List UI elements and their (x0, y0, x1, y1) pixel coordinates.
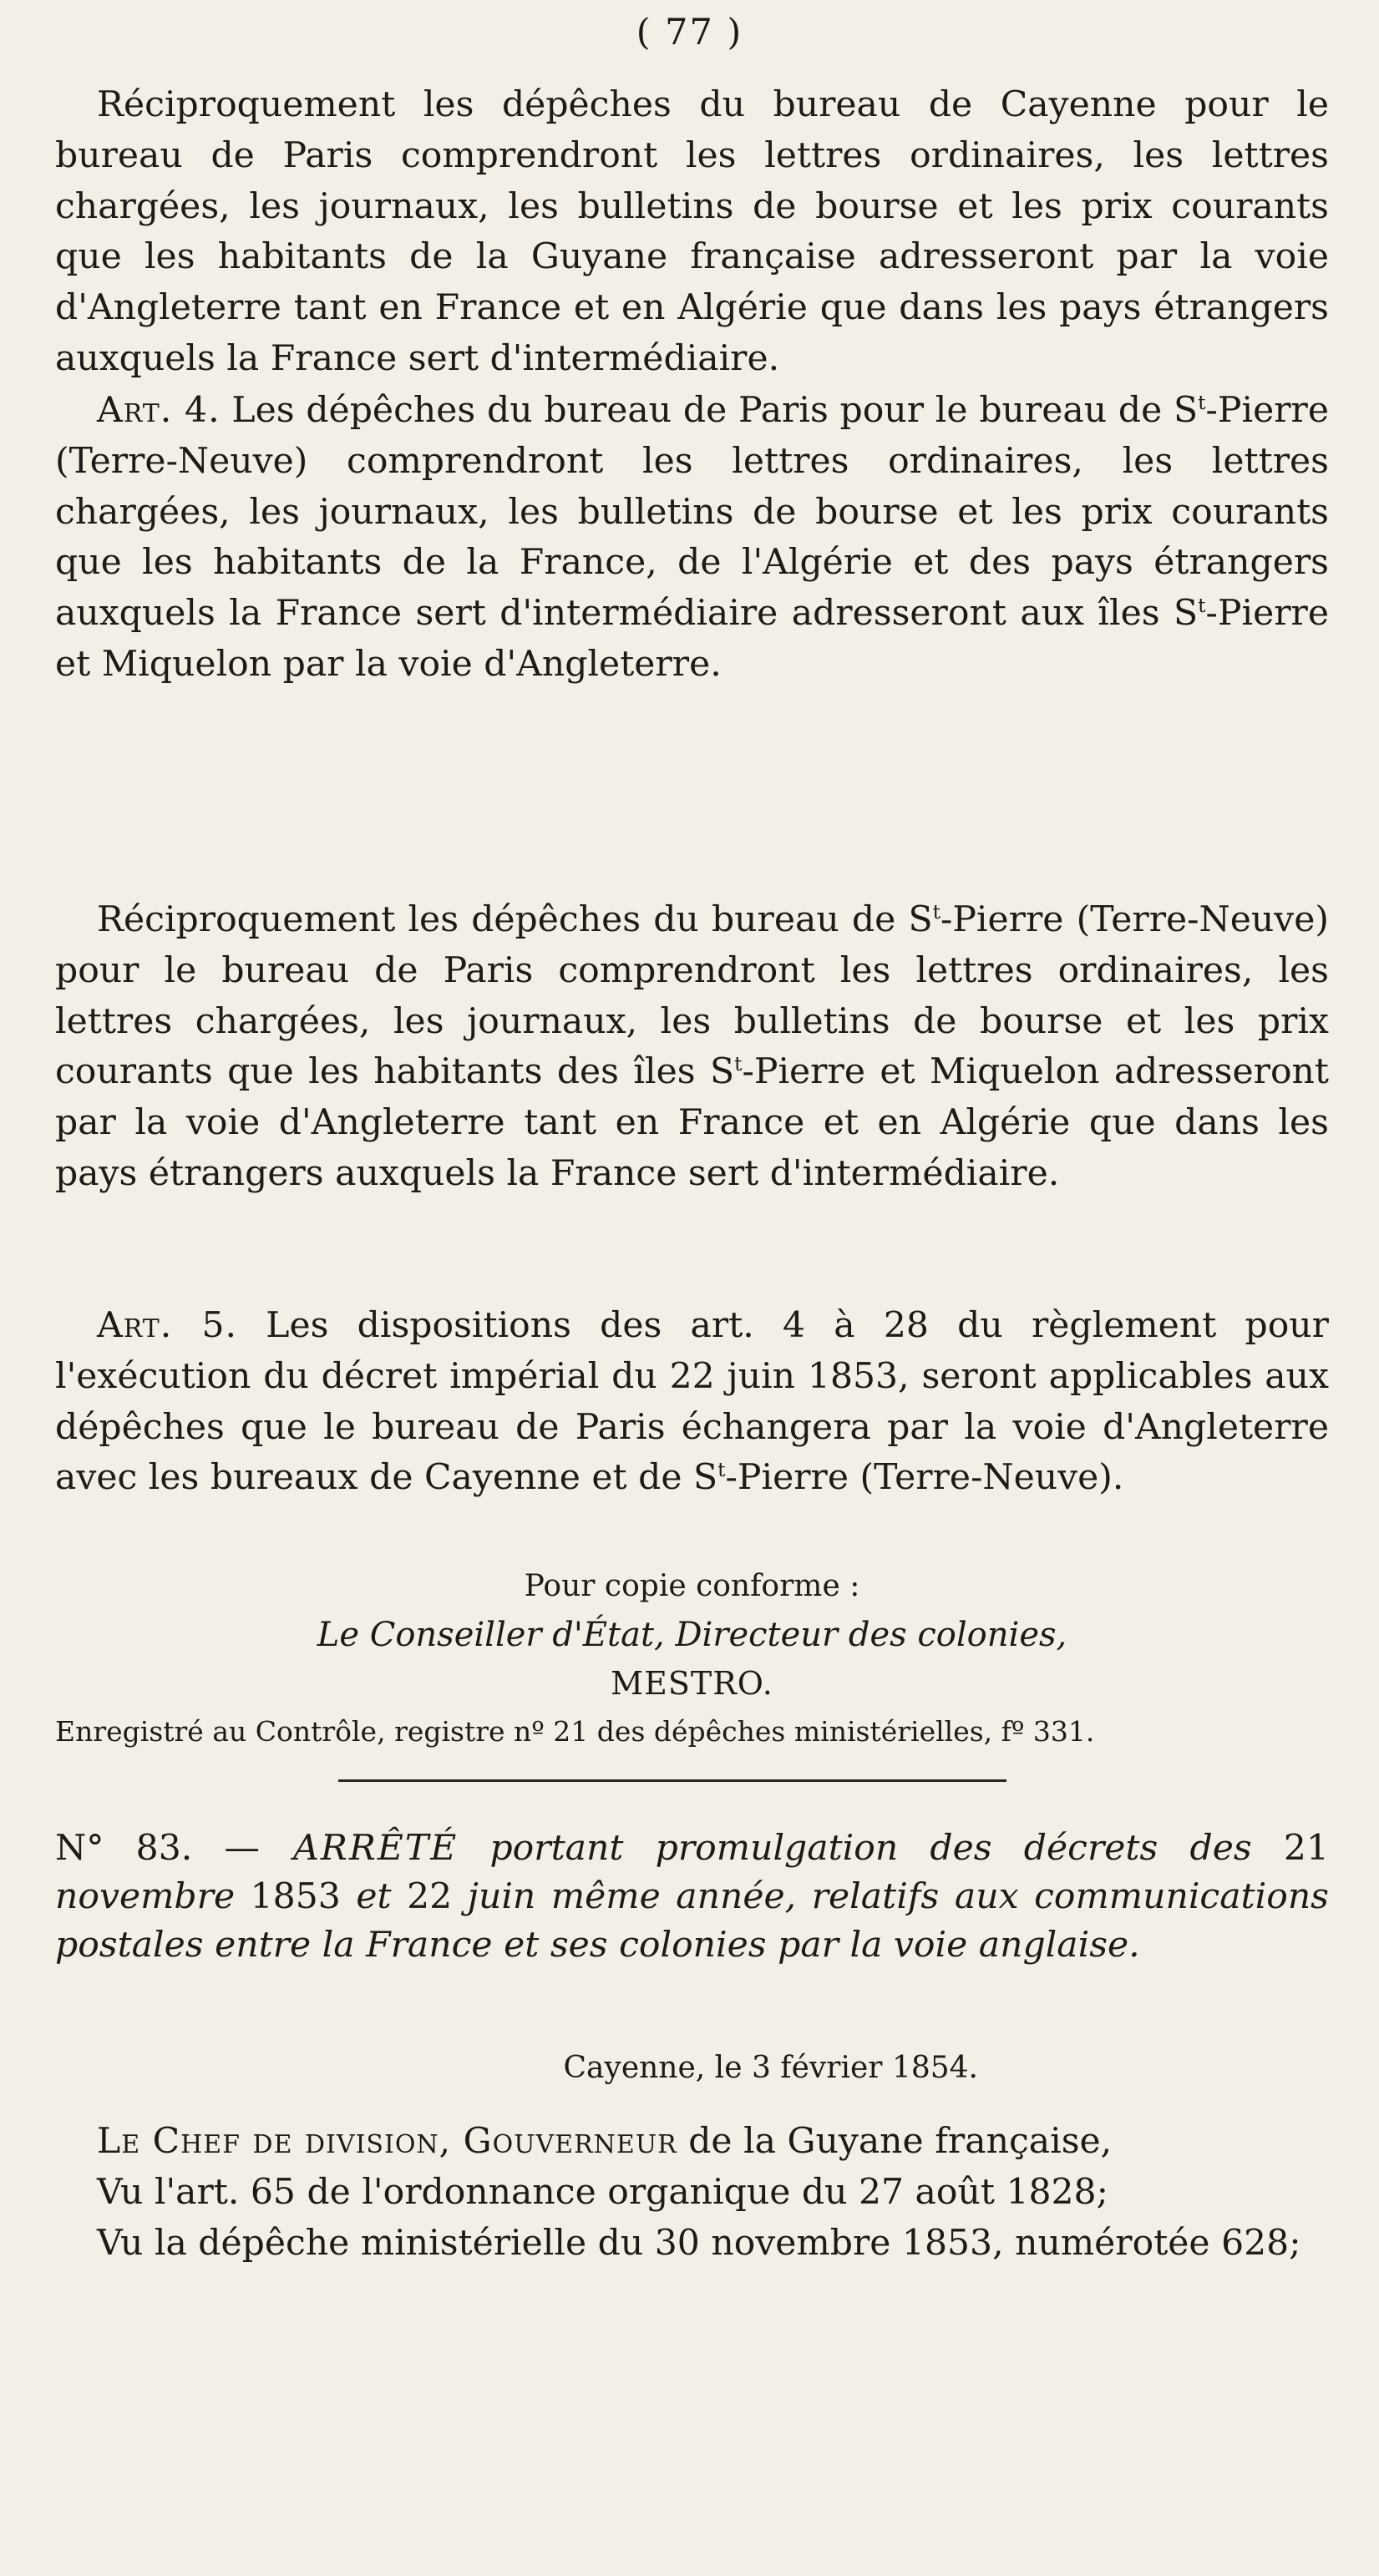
paragraph-text: Réciproquement les dépêches du bureau de Cayenne pour le bureau de Paris comprendront les lettres ordinaires, les lettres chargées, les journaux, les bulletins de bourse et les prix courants que les habitants de la Guyane française adresseront par la voie d'Angleterre tant en France et en Algérie que dans les pays étrangers auxquels la France sert d'intermédiaire. (55, 84, 1329, 379)
considerant-2: Vu la dépêche ministérielle du 30 novembre 1853, numérotée 628; (97, 2222, 1301, 2264)
text-run: -Pierre (Terre-Neuve). (725, 1457, 1124, 1499)
registration-text: Enregistré au Contrôle, registre nº 21 des dépêches ministérielles, fº 331. (55, 1715, 1095, 1748)
article-4-label: Art. 4. (97, 390, 221, 431)
text-run: de la Guyane française, (677, 2121, 1113, 2162)
superscript: t (1198, 594, 1206, 618)
decree-number: N° 83. — (55, 1828, 260, 1869)
article-4-text (55, 386, 1329, 691)
superscript: t (717, 1458, 726, 1482)
superscript: t (734, 1052, 743, 1076)
decree-title (55, 1824, 1329, 1970)
text-run: 21 (1283, 1828, 1330, 1869)
date-line (55, 2047, 1329, 2089)
signatory-title: Le Conseiller d'État, Directeur des colonies, (317, 1616, 1067, 1654)
decree-83-heading (55, 1824, 1329, 1970)
section-divider (338, 1779, 1006, 1782)
text-run: novembre (55, 1876, 251, 1917)
article-5-text (55, 1301, 1329, 1504)
governor-title: Le Chef de division, Gouverneur (97, 2121, 677, 2162)
page-number: ( 77 ) (636, 12, 743, 53)
text-run: -Pierre et Miquelon par la voie d'Angleterre. (55, 593, 1329, 685)
text-run: Réciproquement les dépêches du bureau de S (97, 899, 933, 940)
text-run: 1853 (250, 1876, 341, 1917)
text-run: Les dépêches du bureau de Paris pour le bureau de S (220, 390, 1199, 431)
paragraph-reciprocal-saint-pierre (55, 895, 1329, 1200)
text-run: -Pierre (Terre-Neuve) comprendront les lettres ordinaires, les lettres chargées, les journaux, les bulletins de bourse et les prix courants que les habitants de la France, de l'Algérie et des pays étrangers auxquels la France sert d'intermédiaire adresseront aux îles S (55, 390, 1329, 635)
text-run: 22 (407, 1876, 453, 1917)
decree-word: ARRÊTÉ (259, 1828, 459, 1869)
article-4 (55, 386, 1329, 691)
article-5-label: Art. 5. (97, 1305, 238, 1346)
paragraph-reciprocal-cayenne (55, 80, 1329, 385)
signatory-name: MESTRO. (611, 1665, 773, 1702)
certification (55, 1563, 1329, 1707)
article-5 (55, 1301, 1329, 1504)
superscript: t (932, 899, 940, 924)
text-run: portant promulgation des décrets des (458, 1828, 1284, 1869)
text-run: juin même année, relatifs aux communications postales entre la France et ses colonies par la voie anglaise. (55, 1876, 1329, 1966)
registration-note (55, 1712, 1329, 1752)
preamble (55, 2117, 1329, 2269)
text-run: -Pierre et Miquelon adresseront par la voie d'Angleterre tant en France et en Algérie que dans les pays étrangers auxquels la France sert d'intermédiaire. (55, 1051, 1329, 1194)
paragraph-text (55, 895, 1329, 1200)
text-run: et (340, 1876, 408, 1917)
text-run: Les dispositions des art. 4 à 28 du règlement pour l'exécution du décret impérial du 22 juin 1853, seront applicables aux dépêches que le bureau de Paris échangera par la voie d'Angleterre avec les bureaux de Cayenne et de S (55, 1305, 1329, 1499)
superscript: t (1198, 390, 1206, 414)
considerant-1: Vu l'art. 65 de l'ordonnance organique du 27 août 1828; (97, 2171, 1108, 2213)
governor-line (55, 2117, 1329, 2168)
text-run: -Pierre (Terre-Neuve) pour le bureau de Paris comprendront les lettres ordinaires, les lettres chargées, les journaux, les bulletins de bourse et les prix courants que les habitants des îles S (55, 899, 1329, 1093)
copy-statement: Pour copie conforme : (524, 1569, 860, 1603)
place-date: Cayenne, le 3 février 1854. (563, 2051, 978, 2085)
